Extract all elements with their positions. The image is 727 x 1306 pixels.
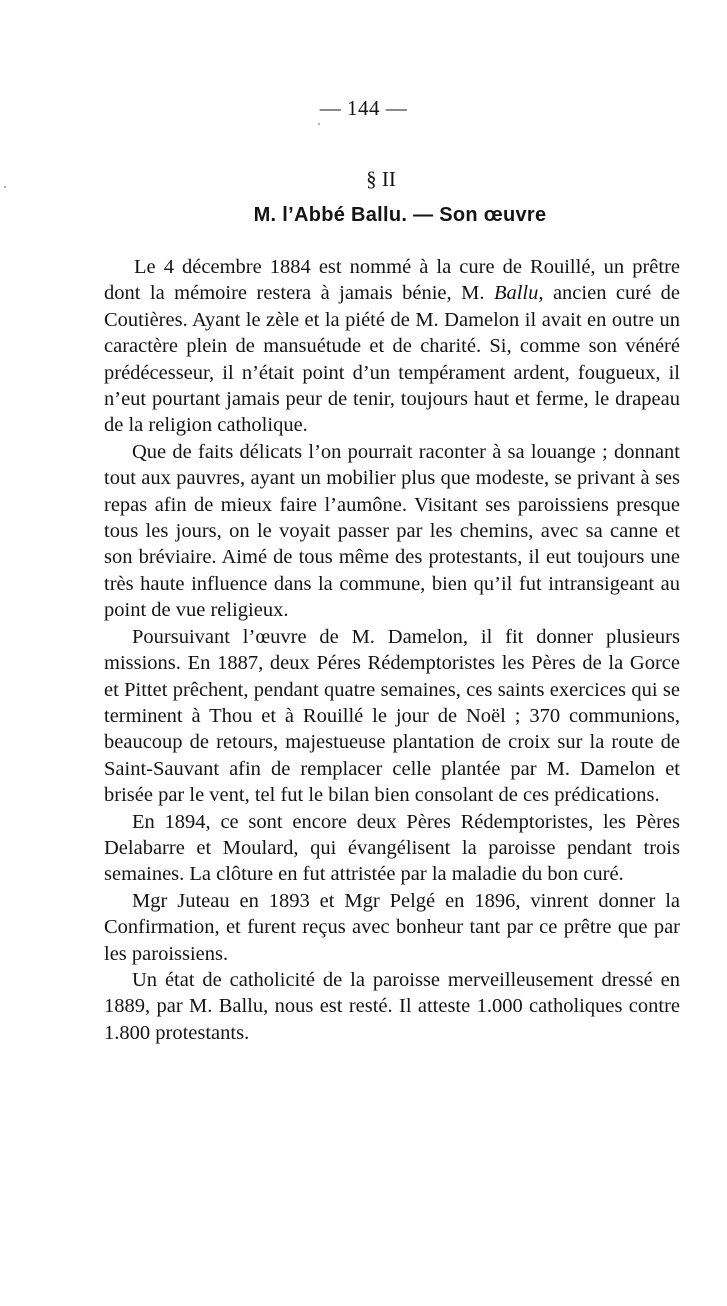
paragraph-text: Le 4 décembre 1884 est nommé à la cure de Rouillé, un prêtre dont la mémoire restera à jamais bénie, M. (104, 256, 680, 305)
paragraph (104, 254, 680, 439)
paragraph: Mgr Juteau en 1893 et Mgr Pelgé en 1896, vinrent donner la Confirmation, et furent reçus avec bonheur tant par ce prêtre que par les paroissiens. (104, 889, 680, 965)
paragraph: En 1894, ce sont encore deux Pères Rédemptoristes, les Pères Delabarre et Moulard, qui évangélisent la paroisse pendant trois semaines. La clôture en fut attristée par la maladie du bon curé. (104, 810, 680, 886)
chapter-heading: M. l’Abbé Ballu. — Son œuvre (253, 204, 547, 226)
paragraph: Que de faits délicats l’on pourrait raconter à sa louange ; donnant tout aux pauvres, ayant un mobilier plus que modeste, se privant à ses repas afin de mieux faire l’aumône. Visitant ses paroissiens presque tous les jours, on le voyait passer par les chemins, avec sa canne et son bréviaire. Aimé de tous même des protestants, il eut toujours une très haute influence dans la commune, bien qu’il fut intransigeant au point de vue religieux. (104, 440, 680, 622)
paragraph: Un état de catholicité de la paroisse merveilleusement dressé en 1889, par M. Ballu, nous est resté. Il atteste 1.000 catholiques contre 1.800 protestants. (104, 968, 680, 1044)
italic-name: Ballu (493, 282, 539, 305)
paragraph-text: , ancien curé de Coutières. Ayant le zèle et la piété de M. Damelon il avait en outre un caractère plein de mansuétude et de charité. Si, comme son vénéré prédécesseur, il n’était point d’un tempérament ardent, fougueux, il n’eut pourtant jamais peur de tenir, toujours haut et ferme, le drapeau de la religion catholique. (104, 282, 680, 437)
paper-speck (318, 123, 320, 125)
body-text (104, 254, 680, 1046)
paragraph: Poursuivant l’œuvre de M. Damelon, il fit donner plusieurs missions. En 1887, deux Péres Rédemptoristes les Pères de la Gorce et Pittet prêchent, pendant quatre semaines, ces saints exercices qui se terminent à Thou et à Rouillé le jour de Noël ; 370 communions, beaucoup de retours, majestueuse plantation de croix sur la route de Saint-Sauvant afin de remplacer celle plantée par M. Damelon et brisée par le vent, tel fut le bilan bien consolant de ces prédications. (104, 625, 680, 807)
section-marker: § II (366, 167, 396, 191)
page-number: — 144 — (319, 96, 408, 120)
